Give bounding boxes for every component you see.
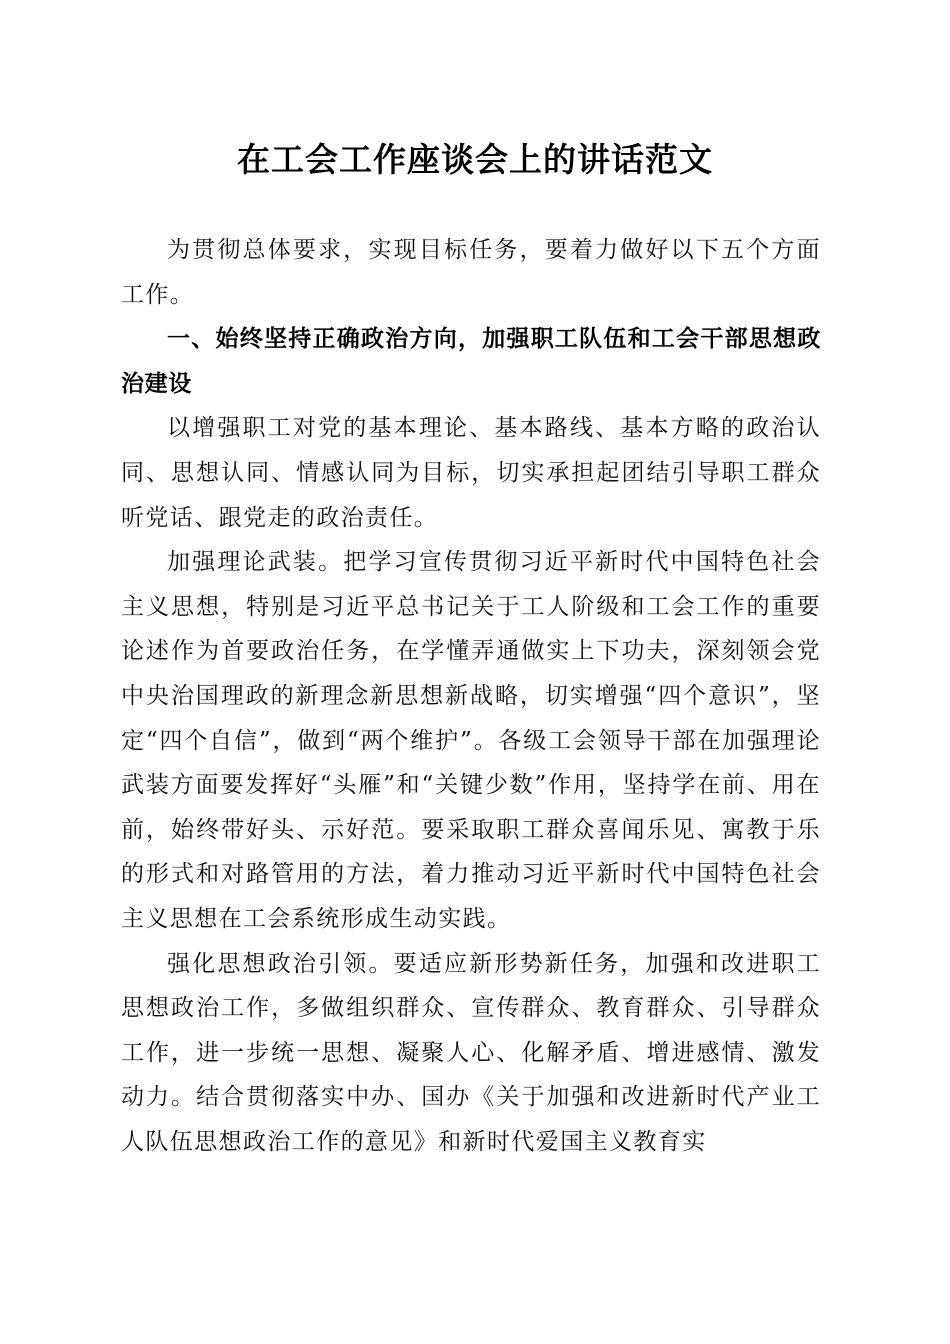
document-body: [121, 228, 821, 1164]
section-one-paragraph-1: 以增强职工对党的基本理论、基本路线、基本方略的政治认同、思想认同、情感认同为目标，切实承担起团结引导职工群众听党话、跟党走的政治责任。: [121, 415, 821, 531]
section-one-paragraph-2: 加强理论武装。把学习宣传贯彻习近平新时代中国特色社会主义思想，特别是习近平总书记关于工人阶级和工会工作的重要论述作为首要政治任务，在学懂弄通做实上下功夫，深刻领会党中央治国理政的新理念新思想新战略，切实增强“四个意识”，坚定“四个自信”，做到“两个维护”。各级工会领导干部在加强理论武装方面要发挥好“头雁”和“关键少数”作用，坚持学在前、用在前，始终带好头、示好范。要采取职工群众喜闻乐见、寓教于乐的形式和对路管用的方法，着力推动习近平新时代中国特色社会主义思想在工会系统形成生动实践。: [121, 549, 821, 932]
intro-paragraph: 为贯彻总体要求，实现目标任务，要着力做好以下五个方面工作。: [121, 237, 821, 308]
section-one-heading: 一、始终坚持正确政治方向，加强职工队伍和工会干部思想政治建设: [121, 326, 821, 397]
section-one-paragraph-3: 强化思想政治引领。要适应新形势新任务，加强和改进职工思想政治工作，多做组织群众、宣传群众、教育群众、引导群众工作，进一步统一思想、凝聚人心、化解矛盾、增进感情、激发动力。结合贯彻落实中办、国办《关于加强和改进新时代产业工人队伍思想政治工作的意见》和新时代爱国主义教育实: [121, 950, 821, 1155]
document-title: 在工会工作座谈会上的讲话范文: [237, 140, 713, 179]
